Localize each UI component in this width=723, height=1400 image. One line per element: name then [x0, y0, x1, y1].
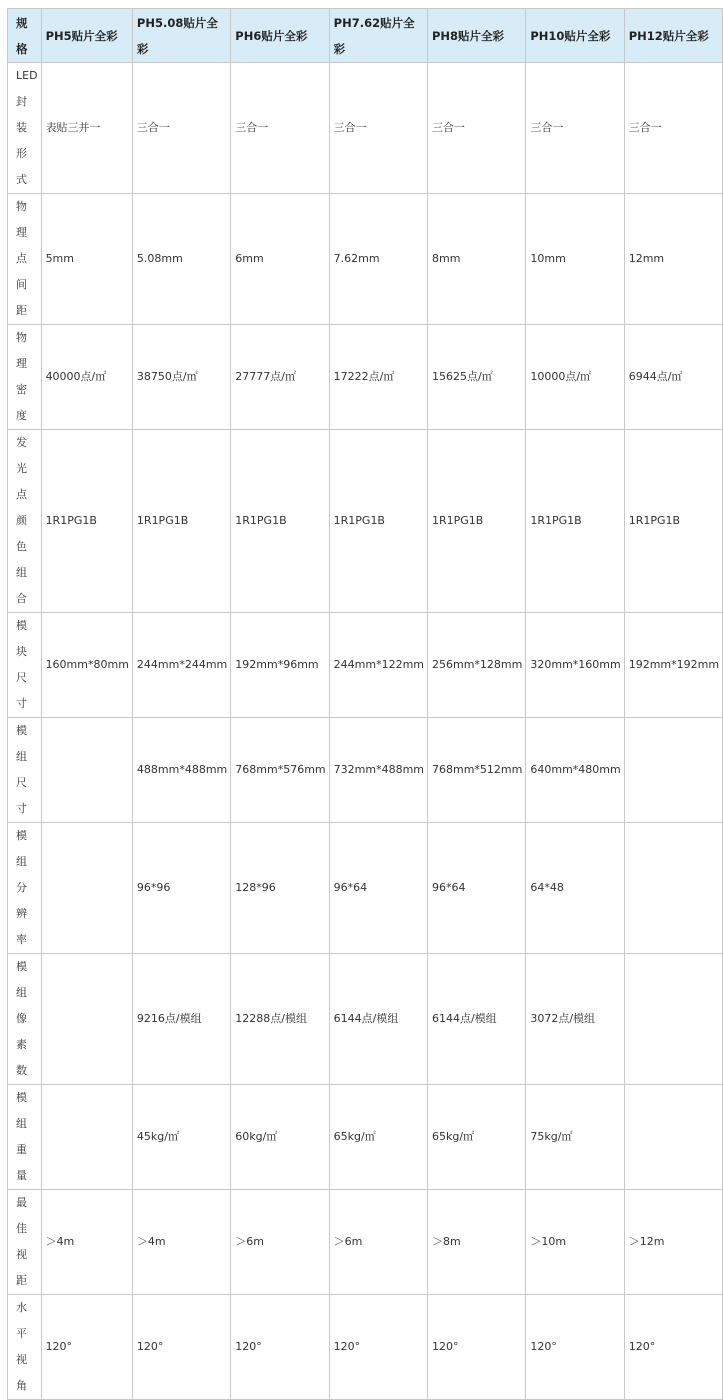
row-label: 物理密度: [8, 325, 42, 430]
row-label: 物理点间距: [8, 194, 42, 325]
table-cell: 表贴三并一: [41, 63, 132, 194]
header-cell: 规格: [8, 9, 42, 63]
table-cell: 60kg/㎡: [231, 1085, 329, 1190]
table-cell: [624, 718, 722, 823]
table-row: [8, 1295, 723, 1400]
header-row: [8, 9, 723, 63]
table-row: [8, 613, 723, 718]
table-cell: 244mm*244mm: [132, 613, 230, 718]
table-cell: ＞12m: [624, 1190, 722, 1295]
table-cell: 120°: [231, 1295, 329, 1400]
table-cell: 9216点/模组: [132, 954, 230, 1085]
table-cell: 1R1PG1B: [526, 430, 624, 613]
table-cell: 17222点/㎡: [329, 325, 427, 430]
table-cell: 256mm*128mm: [428, 613, 526, 718]
table-cell: 6mm: [231, 194, 329, 325]
table-cell: 38750点/㎡: [132, 325, 230, 430]
table-cell: 7.62mm: [329, 194, 427, 325]
table-cell: ＞10m: [526, 1190, 624, 1295]
table-row: [8, 63, 723, 194]
header-cell: PH8贴片全彩: [428, 9, 526, 63]
row-label: LED 封装形式: [8, 63, 42, 194]
spec-table-wrapper: [7, 8, 723, 1400]
table-cell: 12288点/模组: [231, 954, 329, 1085]
table-cell: ＞8m: [428, 1190, 526, 1295]
table-cell: [41, 718, 132, 823]
table-row: [8, 1190, 723, 1295]
table-cell: 45kg/㎡: [132, 1085, 230, 1190]
table-cell: 96*64: [329, 823, 427, 954]
table-cell: 三合一: [624, 63, 722, 194]
header-cell: PH7.62贴片全彩: [329, 9, 427, 63]
row-label: 最佳视距: [8, 1190, 42, 1295]
table-cell: 65kg/㎡: [428, 1085, 526, 1190]
table-row: [8, 954, 723, 1085]
table-cell: 75kg/㎡: [526, 1085, 624, 1190]
table-row: [8, 430, 723, 613]
table-cell: [624, 1085, 722, 1190]
row-label: 模组尺寸: [8, 718, 42, 823]
table-cell: 8mm: [428, 194, 526, 325]
table-cell: [624, 823, 722, 954]
table-cell: 120°: [428, 1295, 526, 1400]
table-cell: ＞4m: [132, 1190, 230, 1295]
table-cell: 64*48: [526, 823, 624, 954]
row-label: 发光点颜色组合: [8, 430, 42, 613]
table-cell: 6944点/㎡: [624, 325, 722, 430]
table-cell: [624, 954, 722, 1085]
table-cell: 1R1PG1B: [624, 430, 722, 613]
header-cell: PH12贴片全彩: [624, 9, 722, 63]
row-label: 模块尺寸: [8, 613, 42, 718]
table-cell: 三合一: [526, 63, 624, 194]
table-cell: ＞6m: [231, 1190, 329, 1295]
table-cell: 120°: [132, 1295, 230, 1400]
table-cell: [41, 954, 132, 1085]
table-cell: [41, 823, 132, 954]
table-cell: 320mm*160mm: [526, 613, 624, 718]
table-cell: ＞6m: [329, 1190, 427, 1295]
table-cell: [41, 1085, 132, 1190]
table-cell: 732mm*488mm: [329, 718, 427, 823]
table-cell: 三合一: [231, 63, 329, 194]
table-row: [8, 718, 723, 823]
table-cell: 192mm*192mm: [624, 613, 722, 718]
table-cell: 12mm: [624, 194, 722, 325]
row-label: 模组重量: [8, 1085, 42, 1190]
table-cell: 1R1PG1B: [231, 430, 329, 613]
table-cell: 10mm: [526, 194, 624, 325]
table-cell: 10000点/㎡: [526, 325, 624, 430]
spec-table: [7, 8, 723, 1400]
table-cell: 5.08mm: [132, 194, 230, 325]
table-cell: 三合一: [329, 63, 427, 194]
table-cell: 3072点/模组: [526, 954, 624, 1085]
table-cell: 128*96: [231, 823, 329, 954]
header-cell: PH5贴片全彩: [41, 9, 132, 63]
table-cell: 6144点/模组: [428, 954, 526, 1085]
table-cell: 三合一: [428, 63, 526, 194]
table-cell: 120°: [329, 1295, 427, 1400]
table-cell: 640mm*480mm: [526, 718, 624, 823]
header-cell: PH5.08贴片全彩: [132, 9, 230, 63]
table-cell: 27777点/㎡: [231, 325, 329, 430]
table-cell: 488mm*488mm: [132, 718, 230, 823]
table-cell: 5mm: [41, 194, 132, 325]
header-cell: PH10贴片全彩: [526, 9, 624, 63]
table-cell: 192mm*96mm: [231, 613, 329, 718]
table-cell: 65kg/㎡: [329, 1085, 427, 1190]
table-row: [8, 325, 723, 430]
table-cell: 1R1PG1B: [41, 430, 132, 613]
table-cell: 1R1PG1B: [428, 430, 526, 613]
table-cell: 768mm*576mm: [231, 718, 329, 823]
table-cell: 96*96: [132, 823, 230, 954]
table-cell: 40000点/㎡: [41, 325, 132, 430]
table-cell: 1R1PG1B: [329, 430, 427, 613]
table-cell: 244mm*122mm: [329, 613, 427, 718]
table-cell: 160mm*80mm: [41, 613, 132, 718]
table-cell: 15625点/㎡: [428, 325, 526, 430]
row-label: 模组分辨率: [8, 823, 42, 954]
table-cell: 1R1PG1B: [132, 430, 230, 613]
row-label: 水平视角: [8, 1295, 42, 1400]
table-row: [8, 194, 723, 325]
table-cell: 768mm*512mm: [428, 718, 526, 823]
table-cell: 三合一: [132, 63, 230, 194]
table-cell: 96*64: [428, 823, 526, 954]
table-cell: 120°: [526, 1295, 624, 1400]
table-cell: ＞4m: [41, 1190, 132, 1295]
table-row: [8, 1085, 723, 1190]
table-row: [8, 823, 723, 954]
row-label: 模组像素数: [8, 954, 42, 1085]
table-cell: 120°: [41, 1295, 132, 1400]
table-cell: 6144点/模组: [329, 954, 427, 1085]
header-cell: PH6贴片全彩: [231, 9, 329, 63]
table-cell: 120°: [624, 1295, 722, 1400]
